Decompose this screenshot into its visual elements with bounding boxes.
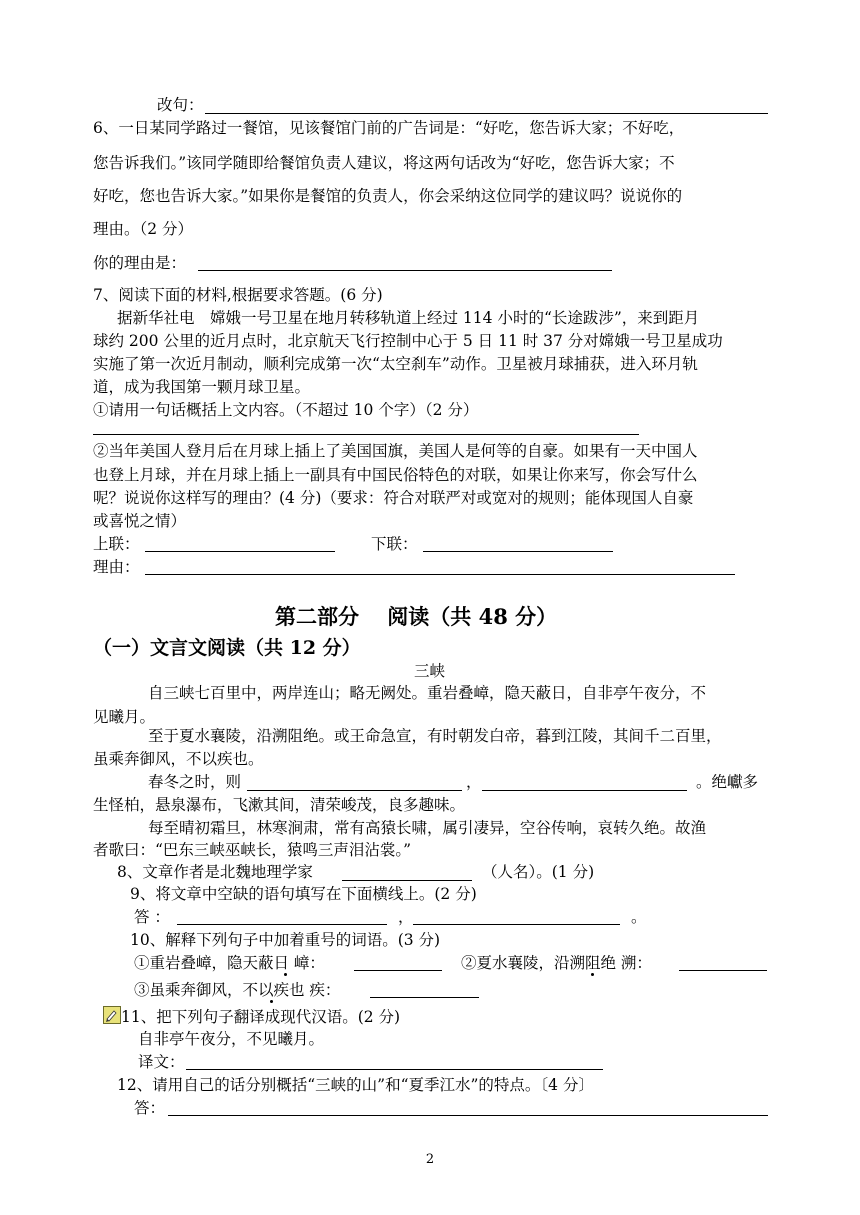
pencil-note-icon [103, 1006, 121, 1024]
q9-answer-line-2[interactable] [413, 924, 620, 925]
q7-lower-line[interactable] [423, 551, 613, 552]
q7-sub1-answer-line[interactable] [93, 434, 639, 435]
sanxia-p2-line: 至于夏水襄陵，沿溯阻绝。或王命急宣，有时朝发白帝，暮到江陵，其间千二百里， [148, 727, 722, 745]
q9-prompt: 9、将文章中空缺的语句填写在下面横线上。(2 分) [130, 885, 477, 903]
sanxia-title: 三峡 [414, 662, 446, 680]
q6-line-4: 理由。（2 分） [93, 220, 194, 238]
q7-sub2-line: 呢？说说你这样写的理由？(4 分)（要求：符合对联严对或宽对的规则；能体现国人自豪 [93, 489, 694, 507]
q6-line-1: 6、一日某同学路过一餐馆，见该餐馆门前的广告词是：“好吃，您告诉大家；不好吃， [93, 119, 685, 137]
q9-answer-label: 答 ： [134, 908, 170, 926]
sanxia-p3-line: 生怪柏，悬泉瀑布，飞漱其间，清荣峻茂，良多趣味。 [93, 796, 466, 814]
q7-intro: 7、阅读下面的材料,根据要求答题。(6 分) [93, 286, 383, 304]
q10-answer-c[interactable] [370, 997, 479, 998]
q10-item-a: ①重岩叠嶂，隐天蔽日 嶂： [134, 954, 325, 972]
sanxia-p1-line: 自三峡七百里中，两岸连山；略无阙处。重岩叠嶂，隐天蔽日，自非亭午夜分，不 [148, 684, 707, 702]
sanxia-blank-1[interactable] [247, 790, 462, 791]
q7-passage-line: 道，成为我国第一颗月球卫星。 [93, 378, 311, 396]
q7-reason-label: 理由： [93, 558, 140, 576]
q7-reason-line[interactable] [145, 574, 735, 575]
q11-label: 译文： [138, 1053, 185, 1071]
emphasis-dot [591, 973, 594, 976]
sanxia-p3-comma: ， [466, 773, 482, 791]
q6-line-2: 您告诉我们。”该同学随即给餐馆负责人建议，将这两句话改为“好吃，您告诉大家；不 [93, 154, 675, 172]
emphasis-dot [284, 973, 287, 976]
q10-prompt: 10、解释下列句子中加着重号的词语。(3 分) [130, 931, 441, 949]
q6-answer-line[interactable] [198, 270, 612, 271]
q10-answer-b[interactable] [679, 970, 767, 971]
q5-rewrite-label: 改句： [157, 96, 204, 114]
q7-sub2-line: ②当年美国人登月后在月球上插上了美国国旗，美国人是何等的自豪。如果有一天中国人 [93, 442, 698, 460]
q8-start: 8、文章作者是北魏地理学家 [117, 863, 313, 881]
q6-reason-label: 你的理由是： [93, 254, 187, 272]
q7-upper-label: 上联： [93, 535, 140, 553]
q9-comma: ， [398, 908, 414, 926]
q10-answer-a[interactable] [354, 970, 442, 971]
emphasis-dot [270, 1000, 273, 1003]
q10-item-c: ③虽乘奔御风，不以疾也 疾： [134, 981, 341, 999]
sanxia-p4-line: 者歌曰：“巴东三峡巫峡长，猿鸣三声泪沾裳。” [93, 841, 412, 859]
q6-line-3: 好吃，您也告诉大家。”如果你是餐馆的负责人，你会采纳这位同学的建议吗？说说你的 [93, 187, 683, 205]
q11-answer-line[interactable] [186, 1069, 603, 1070]
q11-prompt: 11、把下列句子翻译成现代汉语。(2 分) [121, 1008, 401, 1026]
q7-sub2-line: 也登上月球，并在月球上插上一副具有中国民俗特色的对联，如果让你来写，你会写什么 [93, 466, 698, 484]
q12-prompt: 12、请用自己的话分别概括“三峡的山”和“夏季江水”的特点。〔4 分〕 [117, 1076, 594, 1094]
q7-upper-line[interactable] [145, 551, 335, 552]
sanxia-blank-2[interactable] [482, 790, 687, 791]
sanxia-p4-line: 每至晴初霜旦，林寒涧肃，常有高猿长啸，属引凄异，空谷传响，哀转久绝。故渔 [148, 819, 707, 837]
sanxia-p3-start: 春冬之时，则 [148, 773, 242, 791]
q9-answer-line-1[interactable] [177, 924, 387, 925]
q9-period: 。 [631, 908, 647, 926]
q7-passage-line: 实施了第一次近月制动，顺利完成第一次“太空刹车”动作。卫星被月球捕获，进入环月轨 [93, 355, 698, 373]
q7-passage-line: 据新华社电 嫦娥一号卫星在地月转移轨道上经过 114 小时的“长途跋涉”，来到距月 [117, 309, 700, 327]
q8-end: （人名）。(1 分) [482, 863, 595, 881]
q7-sub2-line: 或喜悦之情） [93, 512, 187, 530]
page-number: 2 [425, 1152, 435, 1167]
q11-sentence: 自非亭午夜分，不见曦月。 [138, 1030, 325, 1048]
sanxia-p2-line: 虽乘奔御风，不以疾也。 [93, 750, 264, 768]
sanxia-p1-line: 见曦月。 [93, 708, 156, 726]
sanxia-p3-end: 。绝巘多 [696, 773, 759, 791]
q7-lower-label: 下联： [371, 535, 418, 553]
q12-answer-line[interactable] [168, 1115, 768, 1116]
q12-label: 答： [134, 1099, 166, 1117]
section-title: （一）文言文阅读（共 12 分） [93, 637, 361, 659]
q7-sub1: ①请用一句话概括上文内容。（不超过 10 个字）（2 分） [93, 401, 479, 419]
q7-passage-line: 球约 200 公里的近月点时，北京航天飞行控制中心于 5 日 11 时 37 分对嫦娥一号卫星成功 [93, 332, 723, 350]
q5-answer-line[interactable] [205, 113, 768, 114]
q10-item-b: ②夏水襄陵，沿溯阻绝 溯： [461, 954, 652, 972]
part2-title: 第二部分 阅读（共 48 分） [275, 604, 558, 629]
q8-answer-line[interactable] [342, 880, 472, 881]
